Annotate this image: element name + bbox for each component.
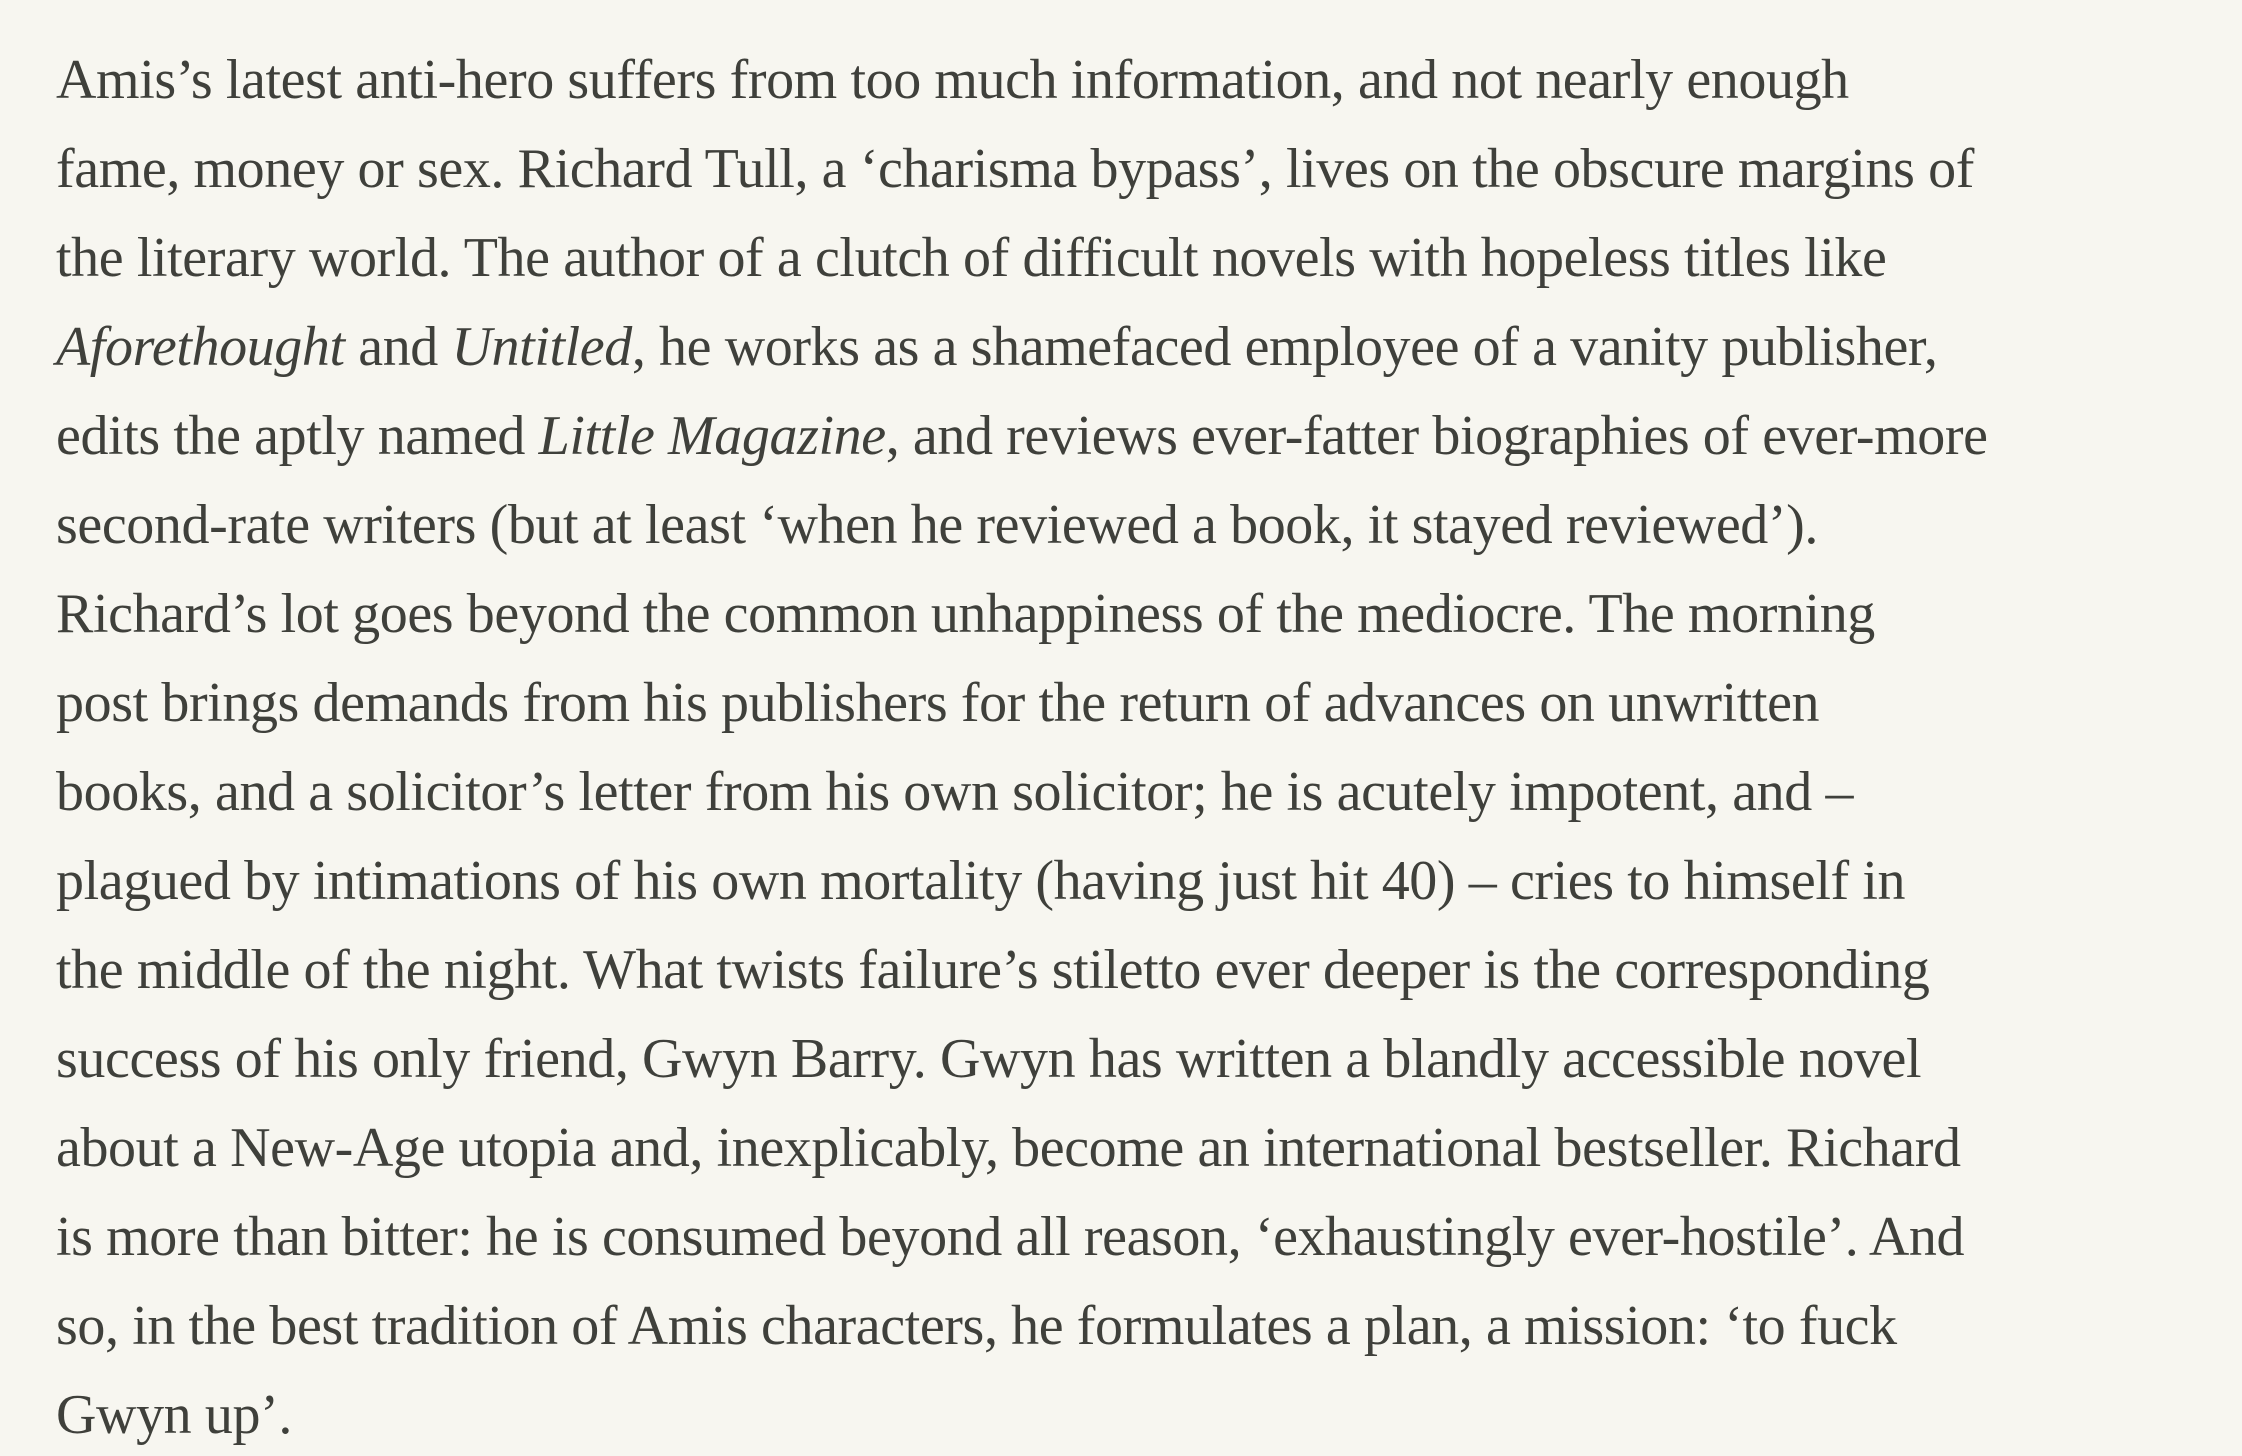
text-line [56,1371,2202,1456]
body-text: about a New-Age utopia and, inexplicably, become an international bestseller. Richard [56,1117,1961,1179]
text-line [56,125,2202,214]
text-line [56,570,2202,659]
text-line [56,214,2202,303]
text-line [56,1104,2202,1193]
body-text: edits the aptly named [56,405,539,467]
body-text: books, and a solicitor’s letter from his own solicitor; he is acutely impotent, and – [56,761,1854,823]
body-text: success of his only friend, Gwyn Barry. Gwyn has written a blandly accessible novel [56,1028,1922,1090]
body-text: , and reviews ever-fatter biographies of ever-more [885,405,1988,467]
body-text: Richard’s lot goes beyond the common unhappiness of the mediocre. The morning [56,583,1875,645]
italic-title-text: Little Magazine [538,405,886,467]
review-text [56,36,2202,1456]
text-line [56,1015,2202,1104]
text-line [56,926,2202,1015]
body-text: , he works as a shamefaced employee of a vanity publisher, [631,316,1938,378]
text-line [56,1193,2202,1282]
body-text: post brings demands from his publishers for the return of advances on unwritten [56,672,1820,734]
text-line [56,392,2202,481]
body-text: plagued by intimations of his own mortality (having just hit 40) – cries to himself in [56,850,1906,912]
body-text: the middle of the night. What twists failure’s stiletto ever deeper is the corresponding [56,939,1930,1001]
body-text: is more than bitter: he is consumed beyond all reason, ‘exhaustingly ever-hostile’. And [56,1206,1965,1268]
body-text: second-rate writers (but at least ‘when he reviewed a book, it stayed reviewed’). [56,494,1818,556]
body-text: the literary world. The author of a clutch of difficult novels with hopeless titles like [56,227,1887,289]
body-text: so, in the best tradition of Amis characters, he formulates a plan, a mission: ‘to fuck [56,1295,1897,1357]
text-line [56,659,2202,748]
italic-title-text: Aforethought [56,316,345,378]
text-line [56,303,2202,392]
italic-title-text: Untitled [451,316,632,378]
body-text: and [344,316,452,378]
text-line [56,36,2202,125]
body-text: fame, money or sex. Richard Tull, a ‘charisma bypass’, lives on the obscure margins of [56,138,1974,200]
text-line [56,837,2202,926]
body-text: Amis’s latest anti-hero suffers from too much information, and not nearly enough [56,49,1849,111]
text-line [56,1282,2202,1371]
text-line [56,481,2202,570]
text-line [56,748,2202,837]
body-text: Gwyn up’. [56,1384,292,1446]
